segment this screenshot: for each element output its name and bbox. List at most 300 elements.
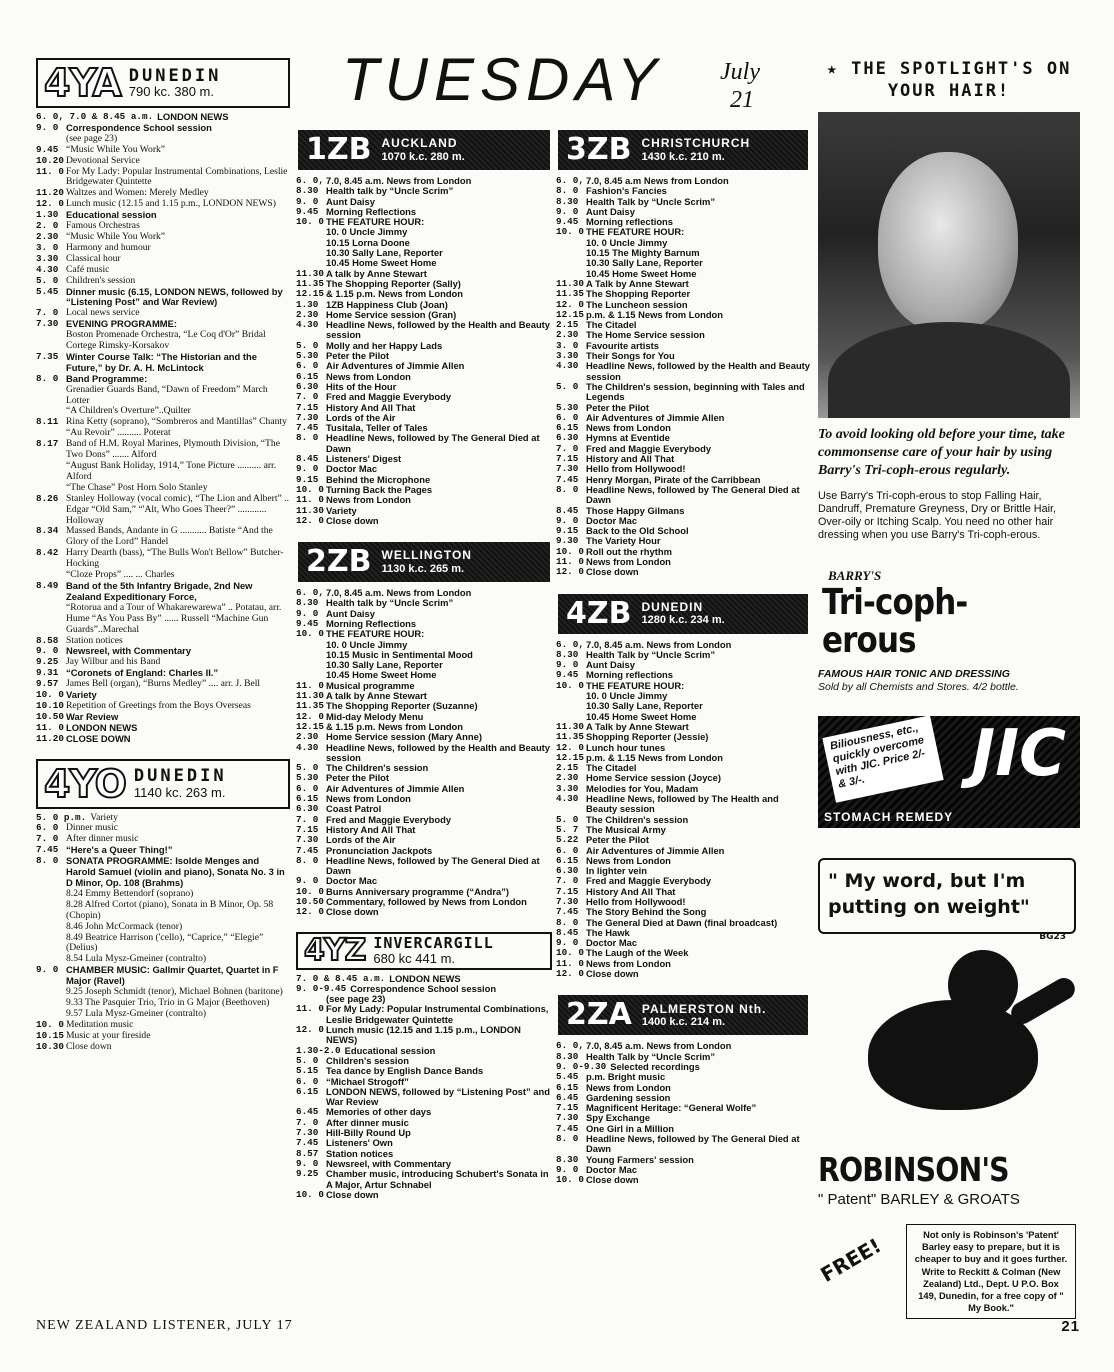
programme-title: Newsreel, with Commentary bbox=[326, 1157, 452, 1169]
programme-time: 7.45 bbox=[556, 473, 579, 485]
programme-time: 7.30 bbox=[296, 1127, 319, 1139]
programme-time: 8.58 bbox=[36, 634, 59, 646]
programme-title: Doctor Mac bbox=[326, 875, 378, 887]
programme-item bbox=[296, 392, 552, 402]
programme-time: 9.15 bbox=[556, 525, 579, 537]
programme-title: Chamber music, introducing Schubert's Sonata in A Major, Artur Schnabel bbox=[326, 1168, 549, 1190]
programme-time: 9.45 bbox=[556, 216, 579, 228]
programme-time: 9. 0 bbox=[36, 121, 59, 133]
programme-title: The Citadel bbox=[586, 319, 637, 331]
programme-title: Winter Course Talk: “The Historian and the Future,” by Dr. A. H. McLintock bbox=[66, 350, 257, 373]
programme-item bbox=[36, 265, 290, 276]
programme-time: 7.30 bbox=[556, 1112, 579, 1124]
programme-title: Turning Back the Pages bbox=[326, 483, 433, 495]
programme-title: Home Service session (Joyce) bbox=[586, 772, 721, 784]
programme-time: 6.15 bbox=[556, 854, 579, 866]
programme-time: 7. 0 bbox=[36, 833, 59, 845]
programme-time: 6. 0 bbox=[36, 822, 59, 834]
programme-title: THE FEATURE HOUR: bbox=[586, 679, 685, 691]
programme-title: 7.0, 8.45 a.m. News from London bbox=[586, 1040, 732, 1052]
programme-title: The Musical Army bbox=[586, 823, 666, 835]
programme-item bbox=[36, 933, 290, 955]
publication-line: NEW ZEALAND LISTENER, JULY 17 bbox=[36, 1318, 293, 1333]
baby-head-shape bbox=[948, 950, 1018, 1020]
programme-time: 2.15 bbox=[556, 319, 579, 331]
sold-text: Sold by all Chemists and Stores. 4/2 bottle. bbox=[818, 681, 1019, 693]
programme-title: Close down bbox=[586, 1174, 639, 1186]
programme-title: LONDON NEWS bbox=[389, 972, 461, 984]
programme-title: Roll out the rhythm bbox=[586, 545, 672, 557]
programme-time: 6.15 bbox=[556, 422, 579, 434]
page-number: 21 bbox=[1061, 1318, 1080, 1335]
programme-title: 10. 0 Uncle Jimmy bbox=[586, 236, 668, 248]
programme-time: 8.34 bbox=[36, 525, 59, 537]
programme-time: 11.20 bbox=[36, 732, 64, 744]
programme-item bbox=[296, 495, 552, 505]
programme-title: Listeners' Own bbox=[326, 1137, 393, 1149]
programme-time: 8.42 bbox=[36, 547, 59, 559]
programme-item bbox=[556, 969, 810, 979]
programme-time: 7. 0 bbox=[296, 813, 319, 825]
programme-title: Jay Wilbur and his Band bbox=[66, 656, 161, 668]
station-frequency: 1140 kc. 263 m. bbox=[133, 784, 226, 800]
programme-item bbox=[556, 835, 810, 845]
programme-title: History And All That bbox=[586, 885, 676, 897]
programme-title: Headline News, followed by the Health and Beauty session bbox=[586, 360, 811, 382]
programme-title: “Coronets of England: Charles II.” bbox=[66, 667, 219, 679]
programme-title: THE FEATURE HOUR: bbox=[326, 628, 425, 640]
programme-time: 9. 0 bbox=[296, 875, 319, 887]
programme-title: 10. 0 Uncle Jimmy bbox=[586, 690, 668, 702]
programme-title: The Shopping Reporter (Sally) bbox=[326, 277, 461, 289]
programme-title: Close down bbox=[586, 566, 639, 578]
programme-time: 5. 0 bbox=[36, 274, 59, 286]
programme-time: 11.35 bbox=[296, 700, 324, 712]
programme-time: 12. 0 bbox=[296, 710, 324, 722]
programme-title: “Music While You Work” bbox=[66, 143, 166, 155]
programme-title: Peter the Pilot bbox=[326, 772, 390, 784]
programme-time: 12.15 bbox=[556, 308, 584, 320]
programme-title: LONDON NEWS bbox=[66, 721, 138, 733]
programme-title: Peter the Pilot bbox=[586, 834, 650, 846]
programme-item bbox=[296, 516, 552, 526]
programme-item bbox=[36, 856, 290, 889]
station-frequency: 680 kc 441 m. bbox=[373, 950, 456, 966]
programme-item bbox=[296, 907, 552, 917]
programme-time: 5.30 bbox=[556, 401, 579, 413]
programme-title: 10.45 Home Sweet Home bbox=[586, 267, 697, 279]
column-national-stations bbox=[36, 58, 290, 1053]
programme-time: 6.45 bbox=[556, 1091, 579, 1103]
programme-title: News from London bbox=[326, 494, 411, 506]
programme-title: Doctor Mac bbox=[326, 463, 378, 475]
station-frequency: 790 kc. 380 m. bbox=[128, 84, 215, 100]
programme-title: Lords of the Air bbox=[326, 411, 396, 423]
programme-title: 10.45 Home Sweet Home bbox=[586, 710, 697, 722]
programme-title: Headline News, followed by the Health and Beauty session bbox=[326, 319, 551, 341]
programme-title: 8.49 Beatrice Harrison ('cello), “Caprice,” “Elegie” (Delius) bbox=[66, 931, 264, 954]
programme-title: CLOSE DOWN bbox=[66, 732, 131, 744]
programme-time: 6.30 bbox=[296, 380, 319, 392]
programme-title: Peter the Pilot bbox=[326, 350, 390, 362]
programme-time: 5. 0 bbox=[296, 762, 319, 774]
programme-time: 9. 0 bbox=[296, 607, 319, 619]
programme-time: 8. 0 bbox=[556, 185, 579, 197]
programme-title: Band of H.M. Royal Marines, Plymouth Division, “The Two Dons” ....... Alford bbox=[66, 438, 280, 461]
programme-title: Repetition of Greetings from the Boys Overseas bbox=[66, 699, 251, 711]
column-commercial-north bbox=[296, 130, 552, 1200]
station-header-2zb bbox=[298, 542, 550, 582]
programme-time: 7. 0 & 8.45 a.m. bbox=[296, 972, 386, 984]
hair-ad-tagline bbox=[818, 668, 1080, 694]
programme-time: 7.45 bbox=[556, 1122, 579, 1134]
programme-title: Variety bbox=[326, 504, 357, 516]
programme-title: 7.0, 8.45 a.m. News from London bbox=[326, 175, 472, 186]
programme-time bbox=[556, 691, 586, 701]
programme-time: 3. 0 bbox=[36, 241, 59, 253]
programme-title: Spy Exchange bbox=[586, 1112, 651, 1124]
programme-title: 1ZB Happiness Club (Joan) bbox=[326, 298, 448, 310]
programme-title: “Here's a Queer Thing!” bbox=[66, 844, 173, 856]
programme-time: 11.35 bbox=[296, 277, 324, 289]
programme-title: 10.30 Sally Lane, Reporter bbox=[586, 257, 703, 269]
programme-title: History And All That bbox=[326, 823, 416, 835]
programme-time: 4.30 bbox=[36, 263, 59, 275]
programme-title: Air Adventures of Jimmie Allen bbox=[586, 844, 725, 856]
programme-time: 7.15 bbox=[556, 885, 579, 897]
programme-title: 7.0, 8.45 a.m News from London bbox=[586, 175, 729, 186]
programme-title: Headline News, followed by The General Died at Dawn bbox=[586, 483, 800, 506]
programme-title: Aunt Daisy bbox=[586, 659, 635, 671]
programme-time: 12.15 bbox=[296, 288, 324, 300]
programme-time: 11. 0 bbox=[36, 165, 64, 177]
programme-time: 11.30 bbox=[296, 690, 324, 702]
programme-title: “Rotorua and a Tour of Whakarewarewa” .. Potatau, arr. Hume “As You Pass By” ...... Russell “Machine Gun Guards”..Marechal bbox=[66, 601, 282, 635]
station-header-4yz bbox=[296, 932, 552, 970]
programme-title: Variety bbox=[90, 811, 118, 823]
programme-time bbox=[556, 248, 586, 258]
programme-title: The Children's session bbox=[326, 762, 429, 774]
programme-title: “The Chase” Post Horn Solo Stanley bbox=[66, 481, 208, 493]
programme-title: Doctor Mac bbox=[586, 1163, 638, 1175]
programme-time: 7. 0 bbox=[36, 307, 59, 319]
programme-title: Harry Dearth (bass), “The Bulls Won't Bellow” Butcher-Hocking bbox=[66, 547, 284, 570]
programme-time bbox=[556, 701, 586, 711]
programme-item bbox=[296, 835, 552, 845]
programme-item bbox=[36, 526, 290, 548]
programme-time bbox=[296, 248, 326, 258]
programme-title: War Review bbox=[66, 710, 119, 722]
programme-list-4zb bbox=[556, 640, 810, 980]
robinsons-brand: ROBINSON'S bbox=[818, 1150, 1009, 1189]
programme-time: 9. 0-9.30 bbox=[556, 1060, 607, 1072]
station-frequency: 1070 k.c. 280 m. bbox=[381, 150, 465, 163]
programme-time: 11.30 bbox=[296, 267, 324, 279]
programme-item bbox=[36, 1042, 290, 1053]
programme-time: 7.45 bbox=[36, 844, 59, 856]
programme-time: 12. 0 bbox=[296, 906, 324, 918]
programme-title: Devotional Service bbox=[66, 154, 140, 166]
programme-time: 8.30 bbox=[556, 195, 579, 207]
programme-time: 5. 0 bbox=[296, 1054, 319, 1066]
station-callsign: 2ZA bbox=[566, 997, 632, 1033]
programme-title: Headline News, followed by The General Died at Dawn bbox=[586, 1133, 800, 1155]
programme-time: 10.50 bbox=[296, 896, 324, 907]
programme-time: 11.30 bbox=[296, 504, 324, 516]
programme-title: Back to the Old School bbox=[586, 525, 689, 537]
programme-title: James Bell (organ), “Burns Medley” .... arr. J. Bell bbox=[66, 678, 261, 690]
programme-time: 8.30 bbox=[296, 597, 319, 609]
programme-time bbox=[36, 933, 66, 955]
station-frequency: 1430 k.c. 210 m. bbox=[641, 150, 725, 163]
programme-time: 11.30 bbox=[556, 720, 584, 732]
programme-time: 7.30 bbox=[556, 896, 579, 907]
programme-time: 5.22 bbox=[556, 834, 579, 846]
programme-time: 10. 0 bbox=[556, 679, 584, 691]
programme-time: 6. 0, bbox=[556, 1040, 584, 1052]
programme-title: One Girl in a Million bbox=[586, 1122, 675, 1134]
programme-time: 6.15 bbox=[296, 370, 319, 382]
programme-title: Stanley Holloway (vocal comic), “The Lion and Albert” .. Edgar “Old Sam,” “'Alt, Who Goes Theer?” ............ Holloway bbox=[66, 492, 289, 526]
programme-title: The Citadel bbox=[586, 762, 637, 774]
programme-list-4yz bbox=[296, 974, 552, 1201]
programme-title: Pronunciation Jackpots bbox=[326, 844, 433, 856]
programme-item bbox=[556, 1134, 810, 1155]
page-footer bbox=[36, 1318, 1080, 1334]
programme-title: News from London bbox=[326, 370, 411, 382]
programme-title: Health talk by “Uncle Scrim” bbox=[326, 185, 454, 197]
jic-label: STOMACH REMEDY bbox=[824, 810, 954, 824]
programme-item bbox=[296, 732, 552, 742]
programme-time: 10. 0 bbox=[296, 1188, 324, 1200]
programme-time: 9.45 bbox=[36, 143, 59, 155]
programme-item bbox=[36, 965, 290, 987]
programme-item bbox=[36, 352, 290, 374]
programme-item bbox=[296, 856, 552, 877]
programme-title: Air Adventures of Jimmie Allen bbox=[586, 411, 725, 423]
programme-time: 5. 0 p.m. bbox=[36, 811, 87, 823]
programme-title: 10.45 Home Sweet Home bbox=[326, 257, 437, 269]
programme-time bbox=[296, 238, 326, 248]
programme-time: 8. 0 bbox=[36, 855, 59, 867]
programme-time: 12. 0 bbox=[556, 298, 584, 310]
programme-time: 7.30 bbox=[556, 463, 579, 475]
programme-time bbox=[36, 900, 66, 922]
programme-time: 11.20 bbox=[36, 187, 64, 199]
programme-time: 5. 7 bbox=[556, 823, 579, 835]
programme-item bbox=[36, 330, 290, 352]
programme-time: 4.30 bbox=[296, 319, 319, 331]
programme-title: History And All That bbox=[326, 401, 416, 413]
programme-item bbox=[556, 1175, 810, 1185]
programme-title: Doctor Mac bbox=[586, 937, 638, 949]
programme-time: 7. 0 bbox=[296, 391, 319, 403]
programme-time bbox=[296, 660, 326, 670]
programme-item bbox=[36, 167, 290, 189]
programme-time: 6. 0, bbox=[296, 587, 324, 599]
programme-title: Lunch music (12.15 and 1.15 p.m., LONDON NEWS) bbox=[326, 1024, 521, 1046]
programme-title: Lords of the Air bbox=[326, 834, 396, 846]
programme-title: Close down bbox=[326, 906, 379, 918]
station-callsign: 1ZB bbox=[306, 132, 372, 167]
programme-title: (see page 23) bbox=[66, 132, 118, 144]
programme-title: 10. 0 Uncle Jimmy bbox=[326, 638, 408, 650]
hair-ad-copy: To avoid looking old before your time, take commonsense care of your hair by using Barry's Tri-coph-erous regularly. bbox=[818, 427, 1065, 478]
programme-time: 12. 0 bbox=[556, 968, 584, 980]
programme-title: Harmony and humour bbox=[66, 241, 151, 253]
programme-time: 7.45 bbox=[296, 844, 319, 856]
free-offer-text: Not only is Robinson's 'Patent' Barley easy to prepare, but it is cheaper to buy and it goes further. Write to Reckitt & Colman (New Zealand) Ltd., Dept. U P.O. Box 149, Dunedin, for a free copy of " My Book." bbox=[906, 1224, 1076, 1319]
programme-list-2za bbox=[556, 1041, 810, 1185]
programme-time: 9. 0 bbox=[296, 463, 319, 475]
programme-title: 10.30 Sally Lane, Reporter bbox=[326, 247, 443, 259]
programme-item bbox=[296, 1169, 552, 1190]
programme-time: 7.30 bbox=[296, 834, 319, 846]
programme-title: p.m. & 1.15 News from London bbox=[586, 751, 723, 763]
programme-title: “Michael Strogoff” bbox=[326, 1075, 409, 1087]
programme-time: 11. 0 bbox=[556, 555, 584, 567]
station-callsign: 4YO bbox=[44, 761, 126, 806]
programme-time: 9. 0 bbox=[556, 1163, 579, 1175]
programme-time: 11. 0 bbox=[296, 679, 324, 691]
programme-time: 11.35 bbox=[556, 288, 584, 300]
programme-time: 10. 0 bbox=[556, 947, 584, 959]
jic-tag: Biliousness, etc., quickly overcome with JIC. Price 2/- & 3/-. bbox=[822, 715, 943, 802]
programme-time bbox=[36, 889, 66, 900]
programme-title: In lighter vein bbox=[586, 865, 647, 877]
programme-time: 1.30 bbox=[296, 298, 319, 310]
programme-time: 9. 0 bbox=[36, 645, 59, 657]
programme-title: Dinner music bbox=[66, 822, 118, 834]
programme-title: SONATA PROGRAMME: Isolde Menges and Harold Samuel (violin and piano), Sonata No. 3 in D Minor, Op. 108 (Brahms) bbox=[66, 855, 285, 888]
programme-time: 12. 0 bbox=[36, 198, 64, 210]
product-prefix: " Patent" bbox=[818, 1191, 877, 1208]
programme-title: Henry Morgan, Pirate of the Carribbean bbox=[586, 473, 761, 485]
programme-time: 7.45 bbox=[296, 422, 319, 434]
programme-time: 10.15 bbox=[36, 1029, 64, 1041]
programme-title: Air Adventures of Jimmie Allen bbox=[326, 782, 465, 794]
programme-time: 11.30 bbox=[556, 277, 584, 289]
programme-title: & 1.15 p.m. News from London bbox=[326, 720, 463, 732]
programme-title: CHAMBER MUSIC: Gallmir Quartet, Quartet in F Major (Ravel) bbox=[66, 964, 279, 987]
programme-time bbox=[296, 640, 326, 650]
programme-title: Headline News, followed by The General Died at Dawn bbox=[326, 854, 540, 877]
speech-bubble bbox=[818, 858, 1076, 942]
programme-title: Famous Orchestras bbox=[66, 220, 140, 232]
programme-time: 5.45 bbox=[36, 285, 59, 297]
tricopherous-logo: Tri-coph-erous bbox=[822, 582, 968, 661]
programme-item bbox=[36, 287, 290, 309]
programme-time: 8.17 bbox=[36, 438, 59, 450]
programme-title: & 1.15 p.m. News from London bbox=[326, 288, 463, 300]
station-city: PALMERSTON Nth. bbox=[641, 1001, 767, 1016]
programme-time: 4.30 bbox=[556, 793, 579, 805]
programme-title: Rina Ketty (soprano), “Sombreros and Mantillas” Chanty bbox=[66, 416, 287, 428]
hair-ad-body: Use Barry's Tri-coph-erous to stop Falling Hair, Dandruff, Premature Greyness, Dry or Brittle Hair, Over-oily or Itching Scalp. You need no other hair dressing when you use Barry's Tri-coph-erous. bbox=[818, 490, 1057, 541]
station-callsign: 2ZB bbox=[306, 544, 372, 580]
programme-title: Hill-Billy Round Up bbox=[326, 1127, 411, 1139]
station-header-4yo bbox=[36, 759, 290, 809]
speech-quote: " My word, but I'm putting on weight" bbox=[828, 870, 1030, 918]
programme-time: 6. 0, 7.0 & 8.45 a.m. bbox=[36, 111, 154, 122]
station-city: INVERCARGILL bbox=[373, 934, 494, 953]
programme-time: 1.30-2.0 bbox=[296, 1044, 341, 1056]
programme-time: 9. 0 bbox=[296, 195, 319, 207]
programme-time: 9. 0 bbox=[556, 205, 579, 217]
programme-time: 10.10 bbox=[36, 699, 64, 711]
programme-title: For My Lady: Popular Instrumental Combinations, Leslie Bridgewater Quintette bbox=[66, 165, 288, 188]
programme-time: 5.30 bbox=[296, 772, 319, 784]
programme-time: 2. 0 bbox=[36, 220, 59, 232]
programme-item bbox=[36, 156, 290, 167]
programme-title: Aunt Daisy bbox=[326, 607, 375, 619]
programme-time: 8.11 bbox=[36, 416, 59, 428]
programme-title: “Cloze Props” .... ... Charles bbox=[66, 569, 175, 581]
programme-title: Correspondence School session bbox=[350, 982, 497, 994]
programme-title: Doctor Mac bbox=[586, 514, 638, 526]
programme-title: Melodies for You, Madam bbox=[586, 782, 699, 794]
programme-time: 9.45 bbox=[296, 617, 319, 629]
programme-title: Station notices bbox=[326, 1147, 394, 1159]
programme-title: The Laugh of the Week bbox=[586, 947, 689, 959]
programme-title: Listeners' Digest bbox=[326, 453, 402, 465]
station-header-4zb bbox=[558, 594, 808, 634]
programme-time: 12.15 bbox=[296, 720, 324, 732]
programme-time: 9. 0 bbox=[296, 1157, 319, 1169]
programme-title: Aunt Daisy bbox=[586, 205, 635, 217]
programme-title: Tusitala, Teller of Tales bbox=[326, 422, 428, 434]
programme-title: News from London bbox=[586, 1081, 671, 1093]
programme-item bbox=[36, 276, 290, 287]
programme-title: Musical programme bbox=[326, 679, 415, 691]
programme-title: Burns Anniversary programme (“Andra”) bbox=[326, 885, 510, 897]
programme-time: 7.45 bbox=[556, 906, 579, 918]
station-header-1zb bbox=[298, 130, 550, 170]
programme-item bbox=[36, 1031, 290, 1042]
programme-time: 11.35 bbox=[556, 731, 584, 743]
programme-title: 8.46 John McCormack (tenor) bbox=[66, 920, 183, 932]
programme-time: 2.30 bbox=[296, 731, 319, 743]
programme-item bbox=[296, 320, 552, 341]
programme-time: 8. 0 bbox=[556, 916, 579, 928]
programme-title: Fred and Maggie Everybody bbox=[586, 442, 712, 454]
programme-time: 6.45 bbox=[296, 1106, 319, 1118]
programme-title: Café music bbox=[66, 263, 110, 275]
programme-time bbox=[556, 258, 586, 268]
programme-title: Home Service session (Mary Anne) bbox=[326, 731, 482, 743]
programme-title: Tea dance by English Dance Bands bbox=[326, 1065, 484, 1077]
programme-title: The Children's session bbox=[586, 813, 689, 825]
programme-time: 10. 0 bbox=[36, 1018, 64, 1030]
programme-time: 9. 0 bbox=[556, 514, 579, 526]
programme-time: 9. 0-9.45 bbox=[296, 982, 347, 994]
programme-time: 6. 0 bbox=[556, 844, 579, 856]
programme-time: 6.30 bbox=[296, 803, 319, 815]
programme-title: Health Talk by “Uncle Scrim” bbox=[586, 195, 716, 207]
programme-title: Meditation music bbox=[66, 1018, 134, 1030]
programme-title: Molly and her Happy Lads bbox=[326, 339, 443, 351]
programme-time: 7.15 bbox=[296, 823, 319, 835]
programme-time: 2.30 bbox=[296, 308, 319, 320]
programme-time: 7.15 bbox=[296, 401, 319, 413]
programme-title: Memories of other days bbox=[326, 1106, 432, 1118]
programme-time: 10.20 bbox=[36, 154, 64, 166]
programme-time: 6. 0, bbox=[556, 175, 584, 186]
programme-time: 1.30 bbox=[36, 209, 59, 221]
programme-title: Morning reflections bbox=[586, 669, 673, 681]
programme-title: 10.15 Lorna Doone bbox=[326, 236, 410, 248]
programme-title: Lunch hour tunes bbox=[586, 741, 666, 753]
